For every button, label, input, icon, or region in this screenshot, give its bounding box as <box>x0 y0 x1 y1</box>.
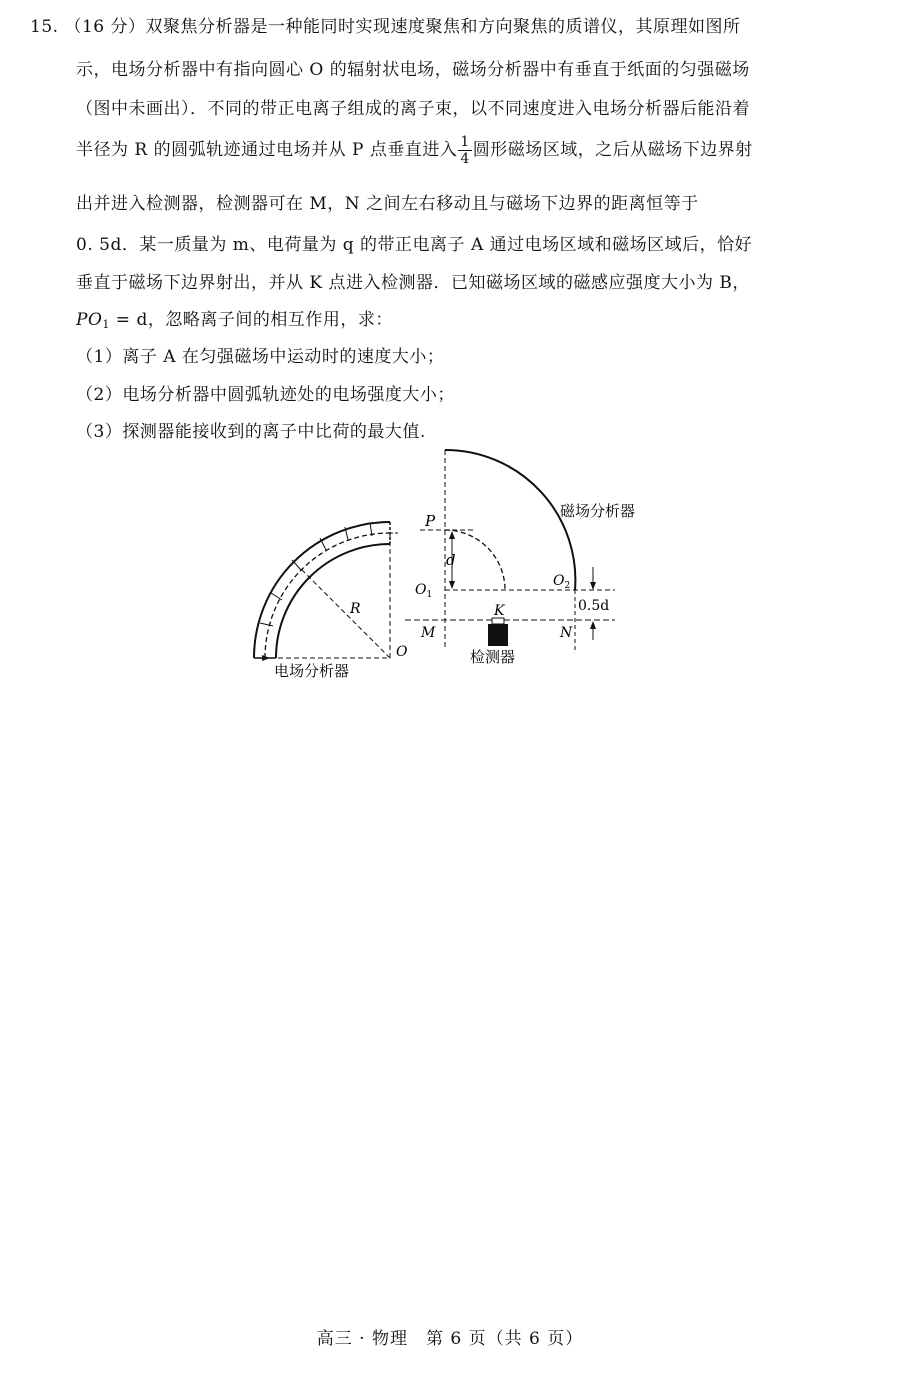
label-N: N <box>560 625 573 641</box>
subquestion-2: （2）电场分析器中圆弧轨迹处的电场强度大小； <box>76 385 455 405</box>
question-points: （16 分） <box>64 17 146 37</box>
label-electric-analyzer: 电场分析器 <box>274 662 350 680</box>
question-line-3: （图中未画出）．不同的带正电离子组成的离子束，以不同速度进入电场分析器后能沿着 <box>76 99 750 119</box>
label-O2: $O_2$ <box>553 573 571 591</box>
question-line-5: 出并进入检测器，检测器可在 M，N 之间左右移动且与磁场下边界的距离恒等于 <box>76 194 699 214</box>
d-arrow-up-icon <box>449 531 455 539</box>
half-d-arrow-up-icon <box>590 621 596 629</box>
question-number: 15. <box>30 17 59 37</box>
question-line-8: $PO_1 = d$，忽略离子间的相互作用，求： <box>76 310 393 331</box>
label-O: O <box>396 644 408 660</box>
page-footer: 高三 · 物理 第 6 页（共 6 页） <box>316 1329 584 1349</box>
label-K: K <box>494 603 505 619</box>
electric-analyzer <box>254 522 400 658</box>
label-detector: 检测器 <box>470 648 516 666</box>
question-line-4: 半径为 R 的圆弧轨迹通过电场并从 P 点垂直进入 $\frac{1}{4}$ 圆形磁场区域，之后从磁场下边界射 <box>76 134 753 167</box>
label-P: P <box>425 512 436 530</box>
d-arrow-down-icon <box>449 581 455 589</box>
label-half-d: 0.5d <box>578 598 610 614</box>
label-d: d <box>446 551 456 569</box>
half-d-arrow-down-icon <box>590 582 596 590</box>
question-line-1: 15. （16 分）双聚焦分析器是一种能同时实现速度聚焦和方向聚焦的质谱仪，其原理如图所 <box>30 17 741 37</box>
entry-arrow-icon <box>262 655 270 661</box>
detector-block <box>488 624 508 646</box>
label-magnetic-analyzer: 磁场分析器 <box>560 502 636 520</box>
subquestion-3: （3）探测器能接收到的离子中比荷的最大值. <box>76 422 426 442</box>
subquestion-1: （1）离子 A 在匀强磁场中运动时的速度大小； <box>76 347 445 367</box>
label-M: M <box>421 625 436 641</box>
question-line-6: 0. 5d．某一质量为 m、电荷量为 q 的带正电离子 A 通过电场区域和磁场区域后，恰好 <box>76 235 753 255</box>
magnetic-analyzer <box>405 450 615 652</box>
question-line-2: 示，电场分析器中有指向圆心 O 的辐射状电场，磁场分析器中有垂直于纸面的匀强磁场 <box>76 60 750 80</box>
question-line-7: 垂直于磁场下边界射出，并从 K 点进入检测器．已知磁场区域的磁感应强度大小为 B， <box>76 273 750 293</box>
physics-diagram <box>240 440 660 690</box>
label-R: R <box>350 601 361 617</box>
label-O1: $O_1$ <box>415 582 433 600</box>
fraction-quarter: $\frac{1}{4}$ <box>460 134 470 167</box>
